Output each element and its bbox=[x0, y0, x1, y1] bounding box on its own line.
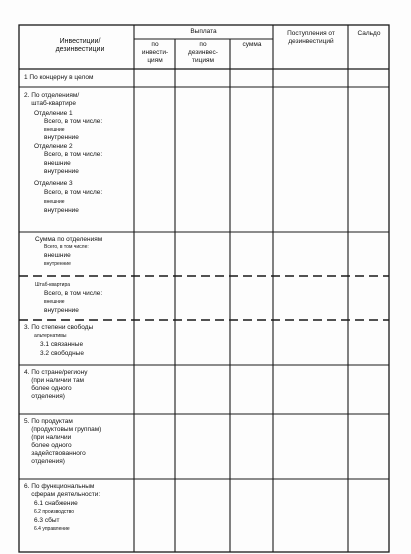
dept-2-internal: внутренние bbox=[44, 168, 79, 175]
row-freedom-bound: 3.1 связанные bbox=[40, 341, 84, 348]
dept-1-label: Отделение 1 bbox=[34, 110, 73, 117]
sum-departments-label: Сумма по отделениям bbox=[35, 236, 103, 243]
header-receipts: Поступления от дезинвестиций bbox=[287, 30, 335, 45]
header-balance: Сальдо bbox=[357, 30, 381, 37]
row-freedom-title: 3. По степени свободы bbox=[24, 324, 94, 331]
row-products: 5. По продуктам (продуктовым группам) (при наличии более одного задействованного отделения) bbox=[24, 418, 102, 465]
sum-departments-internal: внутренние bbox=[44, 261, 71, 267]
dept-1-external: внешние bbox=[44, 127, 65, 133]
header-by-investments: по инвести- циям bbox=[141, 41, 169, 64]
header-by-disinvestments: по дезинвес- тициям bbox=[188, 41, 218, 64]
row-functional-sales: 6.3 сбыт bbox=[34, 517, 60, 524]
hq-external: внешние bbox=[44, 299, 65, 305]
hq-label: Штаб-квартира bbox=[35, 282, 71, 288]
row-functional-supply: 6.1 снабжение bbox=[34, 500, 78, 507]
dept-1-internal: внутренние bbox=[44, 134, 79, 141]
row-functional-title: 6. По функциональным сферам деятельности: bbox=[24, 483, 101, 498]
dept-1-total: Всего, в том числе: bbox=[44, 118, 103, 125]
sum-departments-total: Всего, в том числе: bbox=[44, 244, 89, 250]
row-functional-management: 6.4 управление bbox=[34, 526, 70, 532]
row-freedom-free: 3.2 свободные bbox=[40, 350, 84, 357]
dept-3-external: внешние bbox=[44, 199, 65, 205]
dept-3-label: Отделение 3 bbox=[34, 180, 73, 187]
hq-internal: внутренние bbox=[44, 307, 79, 314]
header-sum: сумма bbox=[242, 41, 262, 48]
row-freedom-sub: альтернативы bbox=[34, 333, 67, 339]
row-departments-title: 2. По отделениям/ штаб-квартире bbox=[24, 92, 80, 107]
row-functional-production: 6.2 производство bbox=[34, 509, 75, 515]
dept-2-external: внешние bbox=[44, 160, 71, 167]
header-investments: Инвестиции/ дезинвестиции bbox=[55, 38, 105, 53]
dept-3-internal: внутренние bbox=[44, 207, 79, 214]
row-concern: 1 По концерну в целом bbox=[24, 74, 94, 81]
dept-2-label: Отделение 2 bbox=[34, 143, 73, 150]
header-payments: Выплата bbox=[190, 28, 217, 35]
sum-departments-external: внешние bbox=[44, 252, 71, 259]
dept-3-total: Всего, в том числе: bbox=[44, 189, 103, 196]
hq-total: Всего, в том числе: bbox=[44, 290, 103, 297]
dept-2-total: Всего, в том числе: bbox=[44, 151, 103, 158]
row-country-region: 4. По стране/региону (при наличии там более одного отделения) bbox=[24, 369, 88, 400]
